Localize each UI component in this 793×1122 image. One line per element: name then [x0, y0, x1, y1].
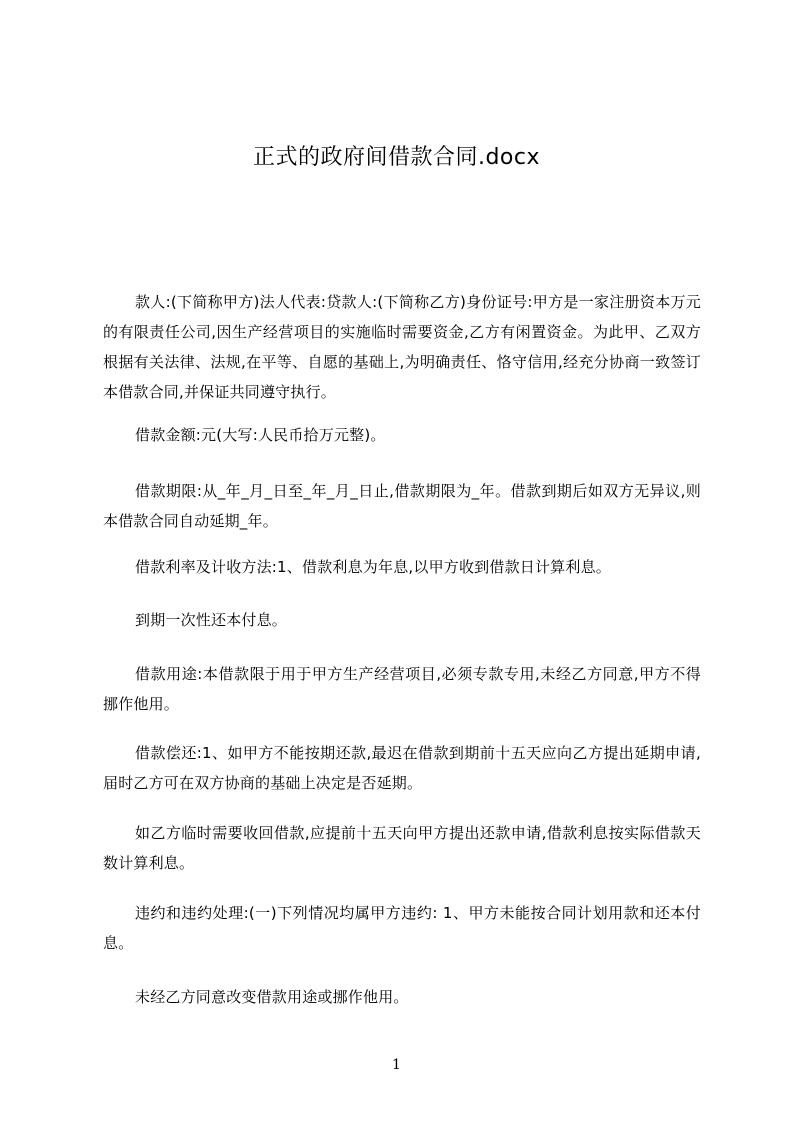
- page-number: 1: [392, 1057, 401, 1073]
- paragraph-loan-amount: 借款金额:元(大写:人民币拾万元整)。: [135, 426, 386, 444]
- paragraph-loan-repayment: 借款偿还:1、如甲方不能按期还款,最迟在借款到期前十五天应向乙方提出延期申请,届时乙方可在双方协商的基础上决定是否延期。: [103, 744, 701, 792]
- paragraph-intro: 款人:(下简称甲方)法人代表:贷款人:(下简称乙方)身份证号:甲方是一家注册资本万元的有限责任公司,因生产经营项目的实施临时需要资金,乙方有闲置资金。为此甲、乙双方根据有关法律、法规,在平等、自愿的基础上,为明确责任、恪守信用,经充分协商一致签订本借款合同,并保证共同遵守执行。: [103, 293, 701, 401]
- document-title: 正式的政府间借款合同.docx: [252, 145, 541, 170]
- paragraph-early-recall: 如乙方临时需要收回借款,应提前十五天向甲方提出还款申请,借款利息按实际借款天数计算利息。: [103, 824, 701, 872]
- paragraph-misuse: 未经乙方同意改变借款用途或挪作他用。: [135, 988, 409, 1006]
- paragraph-interest-rate: 借款利率及计收方法:1、借款利息为年息,以甲方收到借款日计算利息。: [135, 558, 611, 576]
- paragraph-loan-term: 借款期限:从_年_月_日至_年_月_日止,借款期限为_年。借款到期后如双方无异议,则本借款合同自动延期_年。: [103, 482, 701, 530]
- paragraph-repayment-mode: 到期一次性还本付息。: [135, 611, 288, 629]
- paragraph-loan-purpose: 借款用途:本借款限于用于甲方生产经营项目,必须专款专用,未经乙方同意,甲方不得挪作他用。: [103, 665, 701, 713]
- paragraph-breach: 违约和违约处理:(一)下列情况均属甲方违约: 1、甲方未能按合同计划用款和还本付息。: [103, 904, 701, 952]
